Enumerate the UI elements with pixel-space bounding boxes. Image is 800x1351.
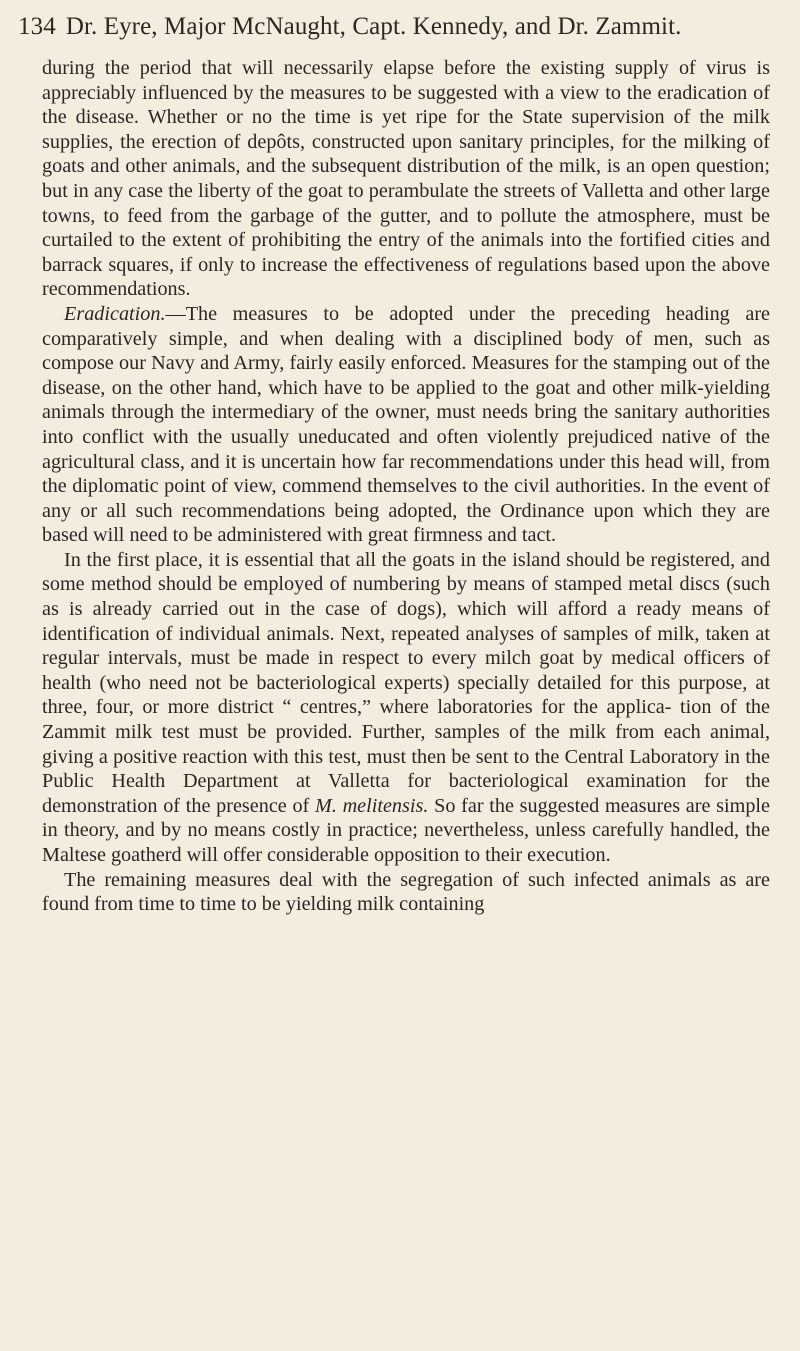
paragraph-segregation [42,868,770,917]
species-name: M. melitensis. [315,794,429,817]
body-text [42,56,770,917]
running-head-authors: Dr. Eyre, Major McNaught, Capt. Kennedy, and Dr. Zammit. [65,13,682,40]
paragraph-text: —The measures to be adopted under the preceding heading are comparatively simple, and when dealing with a disciplined body of men, such as compose our Navy and Army, fairly easily enforced. Measures for the stamping out of the disease, on the other hand, which have to be applied to the goat and other milk-yielding animals through the intermediary of the owner, must needs bring the sanitary authorities into conflict with the usually uneducated and often violently prejudiced native of the agricultural class, and it is uncertain how far recommendations under this head will, from the diplomatic point of view, commend themselves to the civil authorities. In the event of any or all such recommendations being adopted, the Ordinance upon which they are based will need to be administered with great firmness and tact. [42,302,770,547]
running-head [18,10,788,44]
paragraph-text: during the period that will necessarily elapse before the existing supply of virus is appreciably influenced by the measures to be suggested with a view to the eradication of the disease. Whether or no the time is yet ripe for the State supervision of the milk supplies, the erection of depôts, constructed upon sanitary principles, for the milking of goats and other animals, and the subsequent distribution of the milk, is an open question; but in any case the liberty of the goat to perambulate the streets of Valletta and other large towns, to feed from the garbage of the gutter, and to pollute the atmosphere, must be curtailed to the extent of prohibiting the entry of the animals into the fortified cities and barrack squares, if only to increase the effectiveness of regulations based upon the above recommendations. [42,57,770,301]
paragraph-text: The remaining measures deal with the segregation of such infected animals as are found from time to time to be yielding milk containing [42,868,770,916]
paragraph-eradication [42,302,770,548]
paragraph-text: In the first place, it is essential that all the goats in the island should be registered, and some method should be employed of numbering by means of stamped metal discs (such as is already carried out in the case of dogs), which will afford a ready means of identification of individual animals. Next, repeated analyses of samples of milk, taken at regular intervals, must be made in respect to every milch goat by medical officers of health (who need not be bacteriological experts) specially detailed for this purpose, at three, four, or more district “ centres,” where laboratories for the applica- tion of the Zammit milk test must be provided. Further, samples of the milk from each animal, giving a positive reaction with this test, must then be sent to the Central Laboratory in the Public Health Department at Valletta for bacteriological examination for the demonstration of the presence of [42,548,770,817]
run-in-heading: Eradication. [64,302,166,325]
paragraph-text: So far the suggested measures are simple in theory, and by no means costly in practice; nevertheless, unless carefully handled, the Maltese goatherd will offer considerable opposition to their execution. [42,794,770,866]
paragraph-continuation [42,56,770,302]
page-number: 134 [18,13,56,40]
paragraph-registration [42,548,770,868]
